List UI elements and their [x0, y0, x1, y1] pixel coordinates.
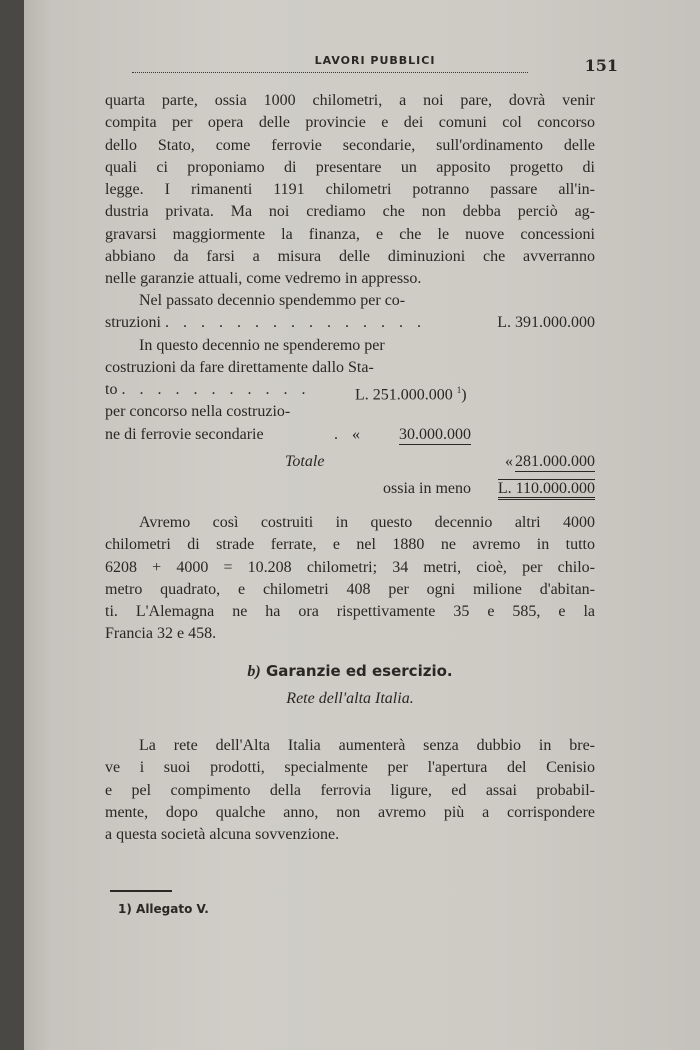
- text-line: mente, dopo qualche anno, non avremo più a corrispondere: [105, 803, 595, 821]
- section-title: Garanzie ed esercizio.: [265, 662, 453, 680]
- paragraph-1: [105, 90, 595, 291]
- text-line: 6208 + 4000 = 10.208 chilometri; 34 metri, cioè, per chilo-: [105, 558, 595, 576]
- table-row: [105, 478, 595, 500]
- page-number: 151: [584, 56, 618, 75]
- text-line: compita per opera delle provincie e dei comuni col concorso: [105, 114, 595, 132]
- text-line: La rete dell'Alta Italia aumenterà senza dubbio in bre-: [139, 737, 595, 754]
- text-line: abbiano da farsi a misura delle diminuzioni che avverranno: [105, 248, 595, 266]
- table-row: [105, 290, 595, 312]
- text-line: gravarsi maggiormente la finanza, e che le nuove concessioni: [105, 225, 595, 243]
- table-row: [105, 335, 595, 357]
- amount-state-construction: L. 251.000.000 $^1$): [355, 385, 467, 404]
- amount-total: 281.000.000: [515, 453, 595, 471]
- row-text: costruzioni da fare direttamente dallo Sta-: [105, 358, 374, 376]
- text-line: ti. L'Alemagna ne ha ora rispettivamente 35 e 585, e la: [105, 603, 595, 621]
- table-row: [105, 312, 595, 334]
- row-text: ne di ferrovie secondarie: [105, 425, 264, 443]
- page-header: [132, 48, 618, 78]
- table-row: [105, 357, 595, 379]
- section-subheading: Rete dell'alta Italia.: [286, 690, 414, 707]
- header-rule: [132, 72, 528, 73]
- amount-past-decade: L. 391.000.000: [497, 314, 595, 332]
- text-line: Francia 32 e 458.: [105, 625, 217, 643]
- footnote-mark: 1): [118, 902, 132, 916]
- row-text: per concorso nella costruzio-: [105, 403, 291, 421]
- meno-label: ossia in meno: [383, 480, 471, 498]
- text-line: dello Stato, come ferrovie secondarie, sull'ordinamento delle: [105, 136, 595, 154]
- leader-dots: . . . . . . . . . . . . . . .: [165, 314, 426, 332]
- paragraph-2: [105, 512, 595, 646]
- footnote-text: Allegato V.: [136, 902, 209, 916]
- leader-dots: .: [334, 425, 338, 443]
- text-line: a questa società alcuna sovvenzione.: [105, 826, 340, 844]
- table-row: [105, 451, 595, 473]
- row-text: In questo decennio ne spenderemo per: [139, 336, 385, 354]
- section-heading: [105, 662, 595, 681]
- footnote-ref: 1: [456, 385, 462, 396]
- text-line: metro quadrato, e chilometri 408 per ogni milione d'abitan-: [105, 580, 595, 598]
- row-text: Nel passato decennio spendemmo per co-: [139, 292, 406, 309]
- text-line: Avremo così costruiti in questo decennio altri 4000: [139, 514, 595, 531]
- row-text: to: [105, 381, 118, 399]
- running-title: LAVORI PUBBLICI: [314, 54, 436, 67]
- totale-label: Totale: [285, 453, 325, 471]
- ditto-mark: «: [352, 425, 360, 443]
- expenditure-table: [105, 290, 595, 501]
- text-line: chilometri di strade ferrate, e nel 1880 ne avremo in tutto: [105, 536, 595, 554]
- text-line: legge. I rimanenti 1191 chilometri potranno passare all'in-: [105, 181, 595, 199]
- row-text: struzioni: [105, 314, 161, 332]
- ditto-mark: «: [505, 453, 513, 471]
- text-line: nelle garanzie attuali, come vedremo in appresso.: [105, 270, 422, 288]
- leader-dots: . . . . . . . . . . .: [121, 381, 311, 399]
- table-row: [105, 401, 595, 423]
- text-line: quali ci proponiamo di presentare un apposito progetto di: [105, 158, 595, 176]
- text-line: quarta parte, ossia 1000 chilometri, a noi pare, dovrà venir: [105, 92, 595, 109]
- amount-secondary-railways: 30.000.000: [399, 425, 471, 443]
- text-line: ve i suoi prodotti, specialmente per l'apertura del Cenisio: [105, 759, 595, 777]
- text-line: dustria privata. Ma noi crediamo che non debba perciò ag-: [105, 203, 595, 221]
- footnote-rule: [110, 890, 172, 892]
- footnote: [118, 902, 209, 916]
- table-row: [105, 379, 595, 404]
- table-row: [105, 424, 595, 446]
- paragraph-3: [105, 735, 595, 846]
- text-line: e pel compimento della ferrovia ligure, ed assai probabil-: [105, 781, 595, 799]
- section-letter: b): [247, 663, 261, 680]
- amount-less: L. 110.000.000: [498, 478, 595, 500]
